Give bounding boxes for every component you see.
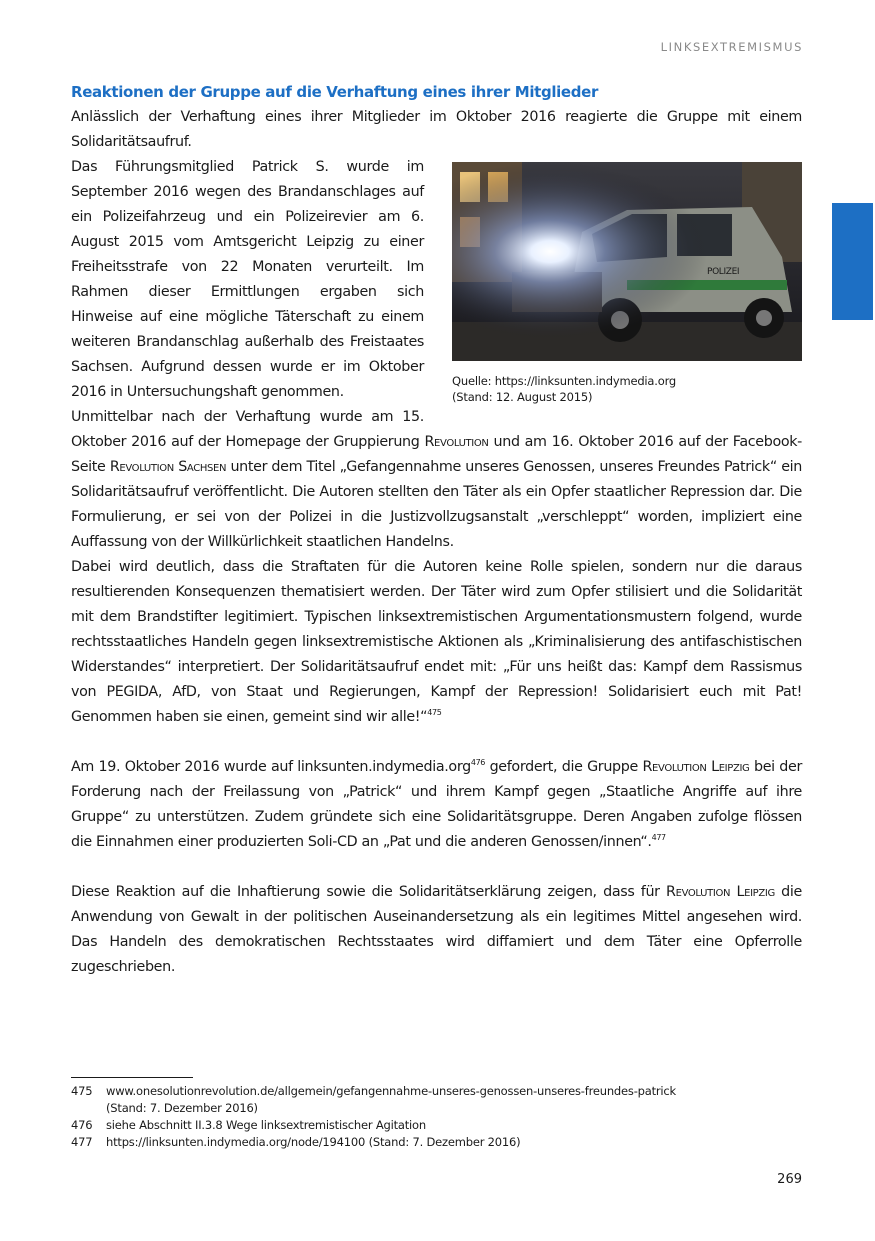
photo-figure [452,162,802,405]
org-name-revolution-sachsen: Revolution Sachsen [109,459,227,475]
paragraph-analysis: Dabei wird deutlich, dass die Straftaten für die Autoren keine Rolle spielen, sondern nur die daraus resultierenden Konsequenzen thematisiert werden. Der Täter wird zum Opfer stilisiert und die Solidarität mit dem Brandstifter legitimiert. Typischen linksextremistischen Argumentationsmustern folgend, wurde rechtsstaatliches Handeln gegen linksextremistische Aktionen als „Kriminalisierung des antifaschistischen Widerstandes“ interpretiert. Der Solidaritätsaufruf endet mit: „Für uns heißt das: Kampf dem Rassismus von PEGIDA, AfD, von Staat und Regierungen, Kampf der Repression! Solidarisiert euch mit Pat! Genommen haben sie einen, gemeint sind wir alle!“$^{475}$ [71,559,802,725]
footnote-ref-475: 475 [427,708,442,717]
org-name-revolution-leipzig-2: Revolution Leipzig [666,884,775,900]
photo-caption [452,373,802,405]
footnote-477: 477 https://linksunten.indymedia.org/node/194100 (Stand: 7. Dezember 2016) [71,1135,521,1149]
van-lettering: POLIZEI [707,267,740,277]
paragraph-conclusion: Diese Reaktion auf die Inhaftierung sowie die Solidaritätserklärung zeigen, dass für Revolution Leipzig die Anwendung von Gewalt in der politischen Auseinandersetzung als ein legitimes Mittel angesehen wird. Das Handeln des demokratischen Rechtsstaates wird diffamiert und dem Täter eine Opferrolle zugeschrieben. [71,884,802,975]
paragraph-arrest: Das Führungsmitglied Patrick S. wurde im September 2016 wegen des Brandanschlages auf ein Polizeifahrzeug und ein Polizeirevier am 6. August 2015 vom Amtsgericht Leipzig zu einer Freiheitsstrafe von 22 Monaten verurteilt. Im Rahmen dieser Ermittlungen ergaben sich Hinweise auf eine mögliche Täterschaft zu einem weiteren Brandanschlag außerhalb des Freistaates Sachsen. Aufgrund dessen wurde er im Oktober 2016 in Untersuchungshaft genommen. [71,159,424,400]
page-number: 269 [777,1172,802,1187]
burning-police-van-photo [452,162,802,361]
org-name-revolution-leipzig: Revolution Leipzig [642,759,750,775]
footnote-ref-476: 476 [470,758,486,767]
footnote-475: 475 www.onesolutionrevolution.de/allgemein/gefangennahme-unseres-genossen-unseres-freundes-patrick (Stand: 7. Dezember 2016) [71,1084,677,1115]
main-content [71,80,802,980]
intro-paragraph: Anlässlich der Verhaftung eines ihrer Mitglieder im Oktober 2016 reagierte die Gruppe mit einem Solidaritätsaufruf. [71,109,802,150]
footnote-476: 476 siehe Abschnitt II.3.8 Wege linksextremistischer Agitation [71,1118,426,1132]
paragraph-solidarity-call: Unmittelbar nach der Verhaftung wurde am 15. Oktober 2016 auf der Homepage der Gruppierung Revolution und am 16. Oktober 2016 auf der Facebook-Seite Revolution Sachsen unter dem Titel „Gefangennahme unseres Genossen, unseres Freundes Patrick“ ein Solidaritätsaufruf veröffentlicht. Die Autoren stellten den Täter als ein Opfer staatlicher Repression dar. Die Formulierung, er sei von der Polizei in die Justizvollzugsanstalt „verschleppt“ worden, impliziert eine Auffassung von der Willkürlichkeit staatlichen Handelns. [71,409,802,550]
paragraph-indymedia: Am 19. Oktober 2016 wurde auf linksunten.indymedia.org$^{476}$ gefordert, die Gruppe Revolution Leipzig bei der Forderung nach der Freilassung von „Patrick“ und ihrem Kampf gegen „Staatliche Angriffe auf ihre Gruppe“ zu unterstützen. Zudem gründete sich eine Solidaritätsgruppe. Deren Angaben zufolge flössen die Einnahmen einer produzierten Soli-CD an „Pat und die anderen Genossen/innen“.$^{477}$ [71,758,802,850]
caption-date: (Stand: 12. August 2015) [452,390,593,404]
footnotes [71,1083,802,1151]
org-name-revolution: Revolution [424,434,489,450]
caption-source: Quelle: https://linksunten.indymedia.org [452,374,676,388]
footnote-ref-477: 477 [651,833,666,842]
footnote-separator [71,1077,193,1078]
section-heading: Reaktionen der Gruppe auf die Verhaftung eines ihrer Mitglieder [71,83,598,101]
chapter-tab-marker [832,203,873,320]
running-title: LINKSEXTREMISMUS [660,40,803,54]
